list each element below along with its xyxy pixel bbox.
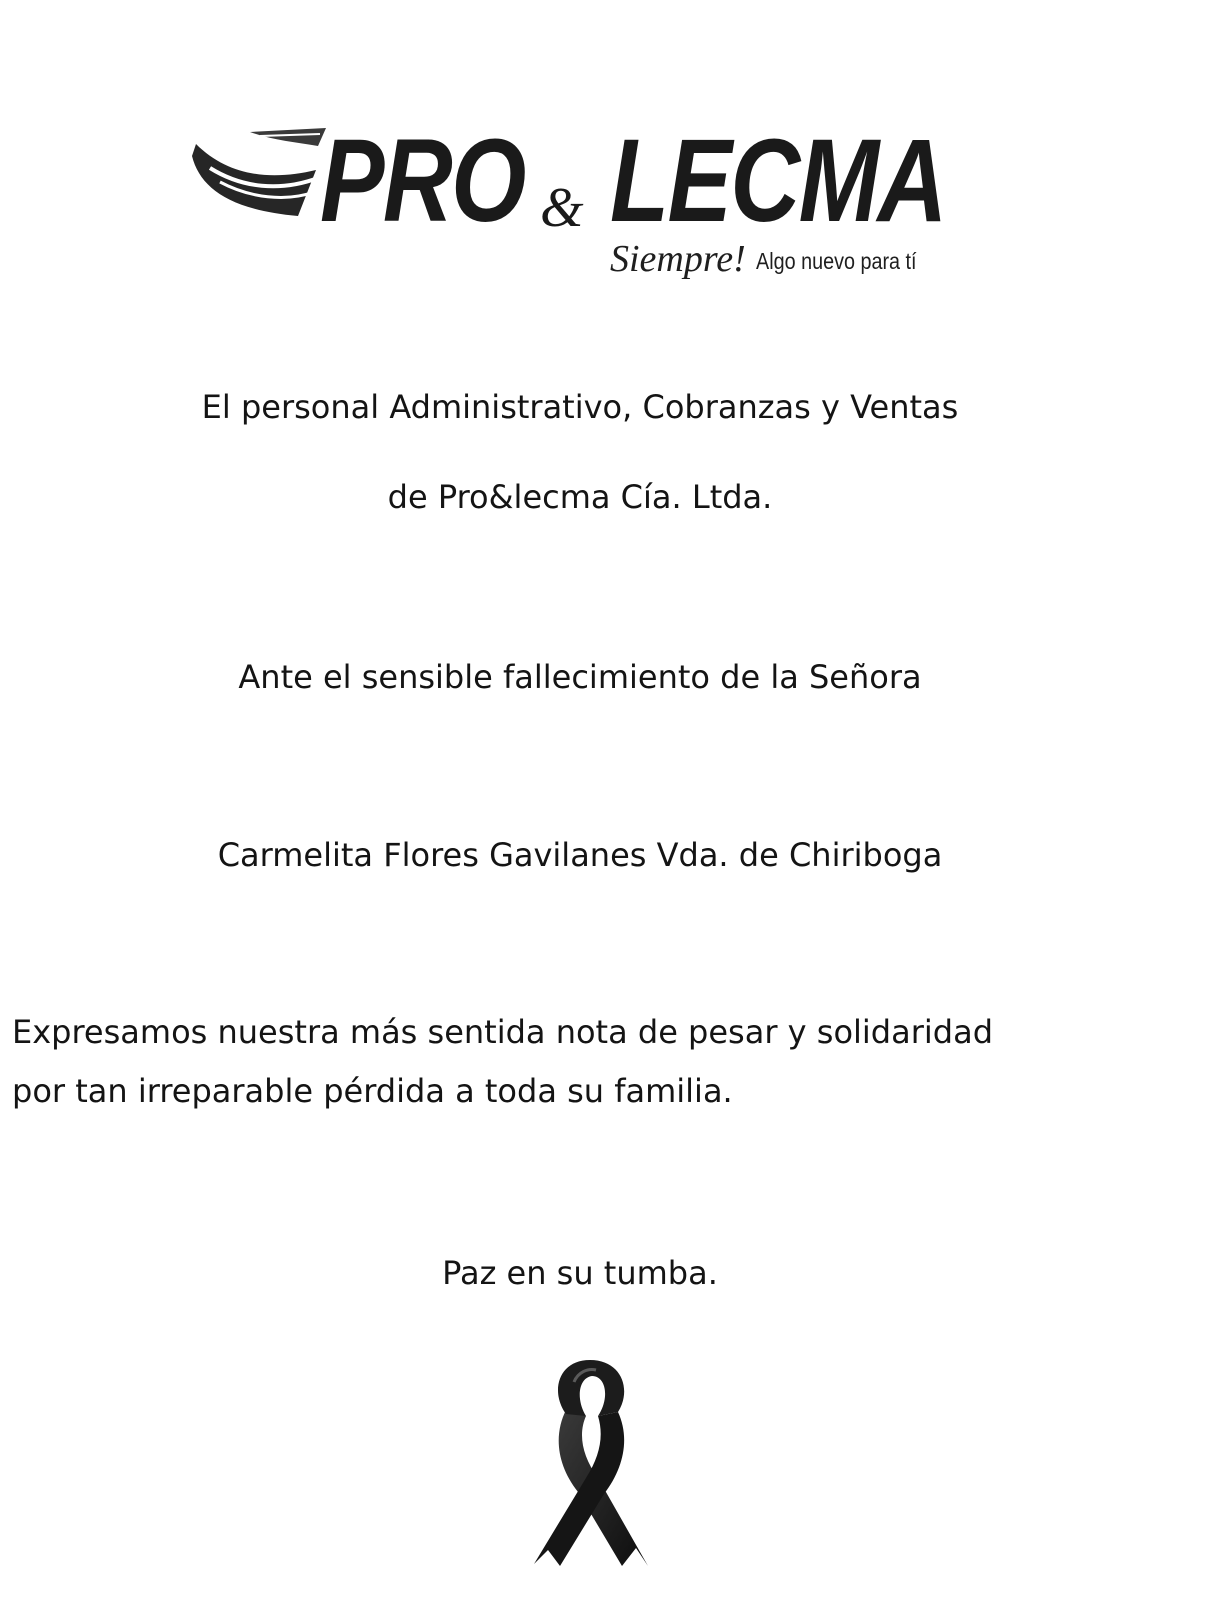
intro-line-1: El personal Administrativo, Cobranzas y Ventas (201, 388, 959, 426)
occasion-line: Ante el sensible fallecimiento de la Señora (238, 658, 922, 696)
swoosh-icon (190, 118, 330, 228)
logo-brand-first: PRO (320, 115, 525, 247)
company-logo (190, 115, 990, 308)
closing-line: Paz en su tumba. (442, 1254, 718, 1292)
mourning-ribbon-icon (520, 1352, 660, 1592)
logo-brand-second: LECMA (610, 115, 946, 247)
logo-ampersand: & (540, 177, 584, 239)
condolence-line-1: Expresamos nuestra más sentida nota de pesar y solidaridad (12, 1013, 993, 1051)
condolence-line-2: por tan irreparable pérdida a toda su familia. (12, 1072, 733, 1110)
logo-tagline-script: Siempre! (610, 238, 746, 280)
deceased-name: Carmelita Flores Gavilanes Vda. de Chiriboga (217, 836, 943, 874)
logo-tagline: Algo nuevo para tí (756, 248, 917, 274)
intro-line-2: de Pro&lecma Cía. Ltda. (387, 478, 773, 516)
